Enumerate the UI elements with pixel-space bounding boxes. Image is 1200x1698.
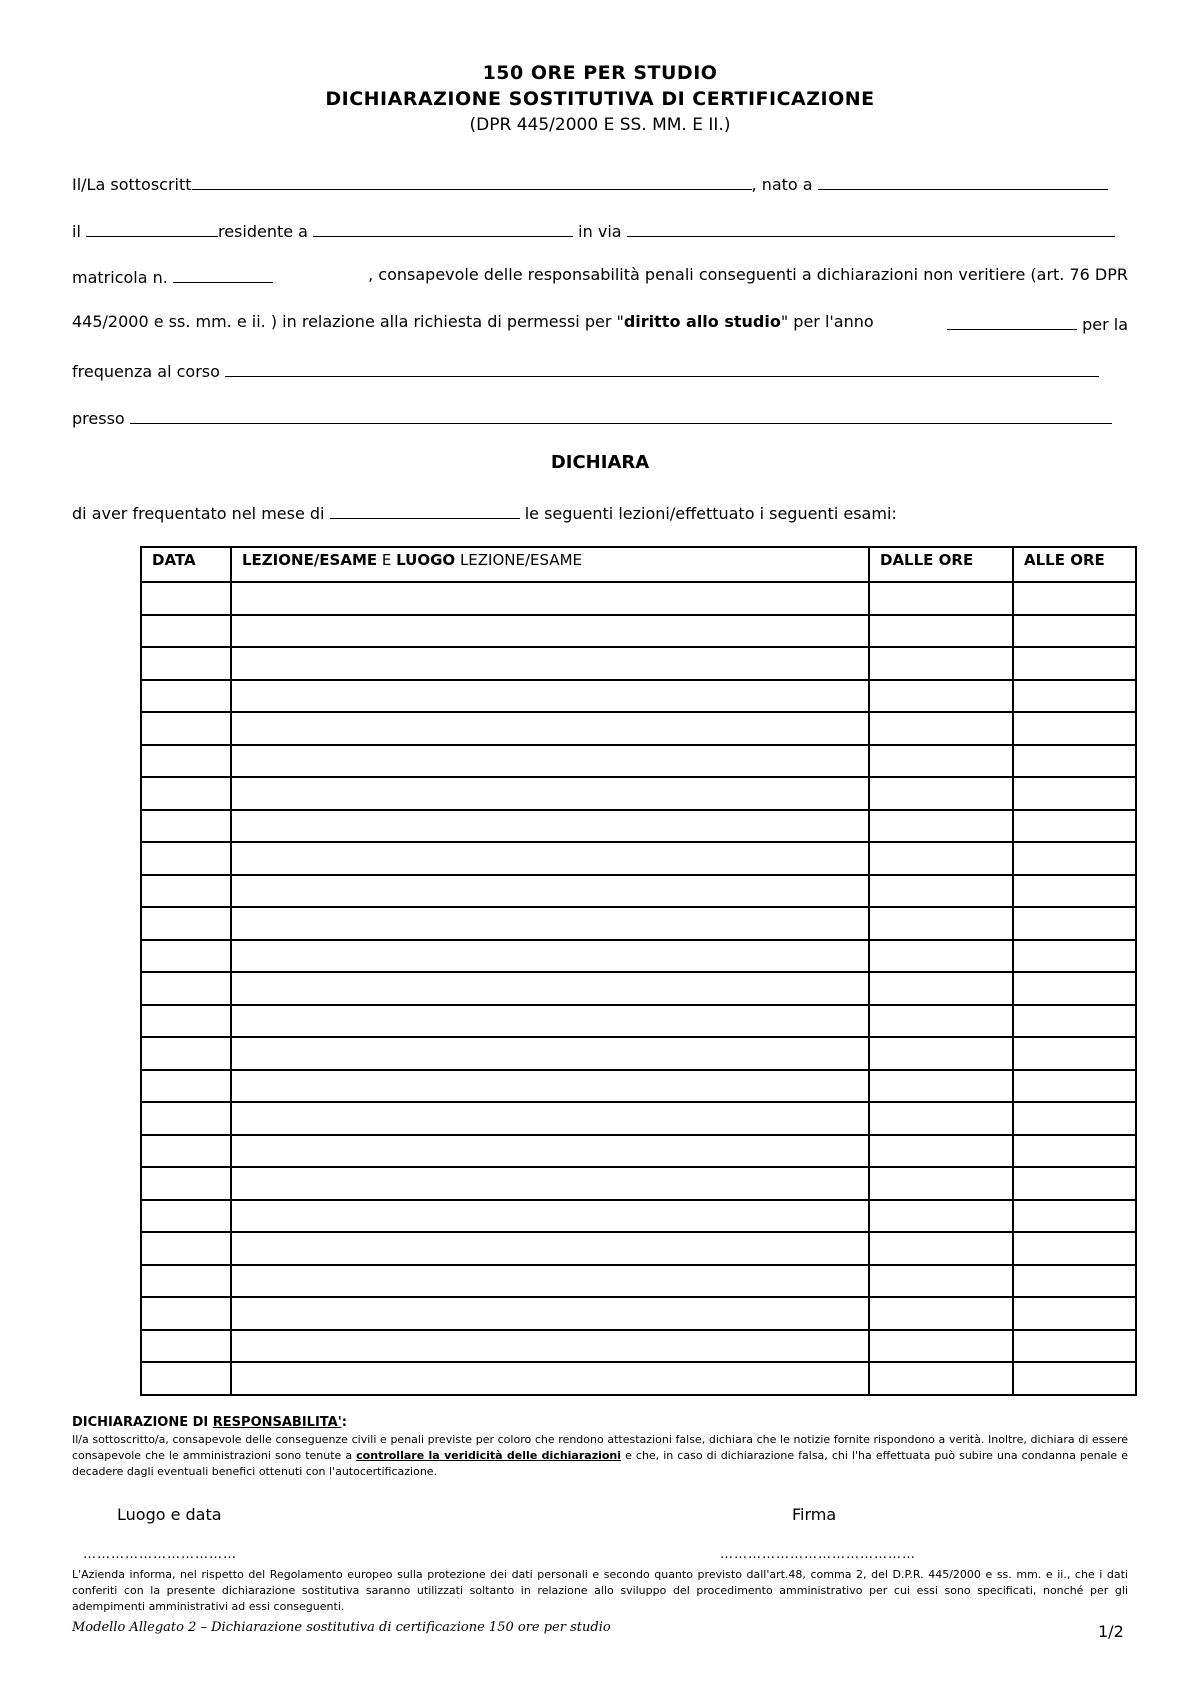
form-line-corso [72, 359, 1128, 383]
cell-dalle[interactable] [869, 1232, 1013, 1265]
cell-lezione[interactable] [231, 1232, 869, 1265]
cell-data[interactable] [141, 1135, 231, 1168]
table-row [141, 1167, 1136, 1200]
per-la-label: per la [1082, 315, 1128, 334]
cell-dalle[interactable] [869, 647, 1013, 680]
resp-body-emphasis: controllare la veridicità delle dichiarazioni [356, 1449, 622, 1462]
birthplace-field[interactable] [818, 172, 1108, 190]
diritto-studio-text: diritto allo studio [623, 312, 781, 331]
nato-label: , nato a [751, 175, 813, 194]
frequenza-label: frequenza al corso [72, 362, 220, 381]
cell-lezione[interactable] [231, 1037, 869, 1070]
birthdate-field[interactable] [86, 219, 218, 237]
cell-alle[interactable] [1013, 1037, 1136, 1070]
cell-dalle[interactable] [869, 1070, 1013, 1103]
cell-data[interactable] [141, 1297, 231, 1330]
cell-lezione[interactable] [231, 1362, 869, 1395]
cell-alle[interactable] [1013, 680, 1136, 713]
col-header-alle: ALLE ORE [1013, 547, 1136, 582]
lessons-table [140, 546, 1137, 1396]
cell-dalle[interactable] [869, 907, 1013, 940]
cell-lezione[interactable] [231, 1167, 869, 1200]
table-row [141, 907, 1136, 940]
cell-alle[interactable] [1013, 1232, 1136, 1265]
cell-alle[interactable] [1013, 1135, 1136, 1168]
document-reference: (DPR 445/2000 E SS. MM. E II.) [469, 115, 731, 135]
cell-dalle[interactable] [869, 1200, 1013, 1233]
cell-data[interactable] [141, 777, 231, 810]
cell-lezione[interactable] [231, 842, 869, 875]
table-row [141, 940, 1136, 973]
resp-title-suffix: : [341, 1415, 347, 1430]
col-header-dalle: DALLE ORE [869, 547, 1013, 582]
cell-alle[interactable] [1013, 875, 1136, 908]
cell-lezione[interactable] [231, 1135, 869, 1168]
cell-dalle[interactable] [869, 1135, 1013, 1168]
sottoscritto-label: Il/La sottoscritt [72, 175, 192, 194]
cell-data[interactable] [141, 1005, 231, 1038]
cell-alle[interactable] [1013, 1362, 1136, 1395]
lezione-mid-label: E [377, 551, 397, 569]
table-row [141, 1362, 1136, 1395]
table-row [141, 1297, 1136, 1330]
dichiara-intro [72, 501, 1128, 525]
cell-alle[interactable] [1013, 712, 1136, 745]
cell-alle[interactable] [1013, 1005, 1136, 1038]
luogo-data-field[interactable]: …………………………… [83, 1547, 237, 1562]
cell-alle[interactable] [1013, 647, 1136, 680]
cell-alle[interactable] [1013, 810, 1136, 843]
cell-data[interactable] [141, 745, 231, 778]
cell-lezione[interactable] [231, 712, 869, 745]
cell-lezione[interactable] [231, 875, 869, 908]
matricola-field[interactable] [173, 265, 273, 283]
lezioni-label: le seguenti lezioni/effettuato i seguenti esami: [524, 504, 897, 523]
resp-body-text-a: Il/a sottoscritto/a, consapevole delle conseguenze civili e penali previste per coloro che rendono attestazioni false, dichiara che le notizie fornite rispondono a verità. Inoltre, dichiara di essere consapevole che le amministrazioni sono tenute a [72, 1433, 1128, 1462]
cell-data[interactable] [141, 810, 231, 843]
cell-alle[interactable] [1013, 1200, 1136, 1233]
cell-dalle[interactable] [869, 777, 1013, 810]
cell-data[interactable] [141, 647, 231, 680]
cell-lezione[interactable] [231, 1330, 869, 1363]
resp-body-text-b: e che, in caso di dichiarazione falsa, chi l'ha effettuata può subire una condanna penale e decadere dagli eventuali benefici ottenuti con l'autocertificazione. [72, 1449, 1128, 1478]
table-row [141, 1265, 1136, 1298]
table-row [141, 1070, 1136, 1103]
responsabilita-title [72, 1415, 347, 1430]
cell-dalle[interactable] [869, 615, 1013, 648]
cell-dalle[interactable] [869, 1167, 1013, 1200]
cell-lezione[interactable] [231, 1102, 869, 1135]
cell-alle[interactable] [1013, 1167, 1136, 1200]
form-line-presso [72, 406, 1128, 430]
corso-field[interactable] [225, 359, 1099, 377]
cell-data[interactable] [141, 712, 231, 745]
cell-lezione[interactable] [231, 680, 869, 713]
residence-field[interactable] [313, 219, 573, 237]
table-row [141, 680, 1136, 713]
cell-alle[interactable] [1013, 1102, 1136, 1135]
consapevole-text: , consapevole delle responsabilità penali conseguenti a dichiarazioni non veritiere (art. 76 DPR [368, 265, 1128, 284]
resp-title-prefix: DICHIARAZIONE DI [72, 1415, 213, 1430]
cell-dalle[interactable] [869, 1330, 1013, 1363]
presso-label: presso [72, 409, 125, 428]
col-header-data: DATA [141, 547, 231, 582]
cell-alle[interactable] [1013, 940, 1136, 973]
cell-data[interactable] [141, 940, 231, 973]
cell-dalle[interactable] [869, 712, 1013, 745]
form-line-matricola [72, 265, 1128, 289]
cell-alle[interactable] [1013, 1070, 1136, 1103]
mese-label: di aver frequentato nel mese di [72, 504, 325, 523]
table-row [141, 615, 1136, 648]
form-line-permessi [72, 312, 1128, 336]
cell-alle[interactable] [1013, 972, 1136, 1005]
cell-alle[interactable] [1013, 615, 1136, 648]
cell-data[interactable] [141, 1330, 231, 1363]
table-row [141, 842, 1136, 875]
cell-dalle[interactable] [869, 1265, 1013, 1298]
table-row [141, 1200, 1136, 1233]
table-row [141, 972, 1136, 1005]
table-row [141, 1232, 1136, 1265]
cell-alle[interactable] [1013, 1297, 1136, 1330]
table-header-row [141, 547, 1136, 582]
cell-data[interactable] [141, 907, 231, 940]
cell-dalle[interactable] [869, 745, 1013, 778]
cell-data[interactable] [141, 680, 231, 713]
cell-dalle[interactable] [869, 940, 1013, 973]
cell-data[interactable] [141, 582, 231, 615]
street-field[interactable] [627, 219, 1115, 237]
cell-lezione[interactable] [231, 582, 869, 615]
cell-alle[interactable] [1013, 745, 1136, 778]
cell-lezione[interactable] [231, 1200, 869, 1233]
cell-alle[interactable] [1013, 1265, 1136, 1298]
cell-lezione[interactable] [231, 1070, 869, 1103]
cell-alle[interactable] [1013, 907, 1136, 940]
form-line-residence [72, 219, 1128, 243]
cell-dalle[interactable] [869, 875, 1013, 908]
cell-lezione[interactable] [231, 810, 869, 843]
cell-alle[interactable] [1013, 1330, 1136, 1363]
anno-field[interactable] [947, 312, 1077, 330]
cell-data[interactable] [141, 972, 231, 1005]
cell-dalle[interactable] [869, 842, 1013, 875]
cell-dalle[interactable] [869, 810, 1013, 843]
cell-data[interactable] [141, 842, 231, 875]
cell-data[interactable] [141, 1070, 231, 1103]
cell-alle[interactable] [1013, 777, 1136, 810]
col-header-lezione [231, 547, 869, 582]
cell-dalle[interactable] [869, 972, 1013, 1005]
document-subtitle: DICHIARAZIONE SOSTITUTIVA DI CERTIFICAZIONE [325, 88, 875, 110]
cell-data[interactable] [141, 1167, 231, 1200]
firma-field[interactable]: …………………………………… [720, 1547, 916, 1562]
firma-label: Firma [792, 1505, 837, 1524]
cell-dalle[interactable] [869, 1037, 1013, 1070]
cell-dalle[interactable] [869, 1362, 1013, 1395]
table-row [141, 1037, 1136, 1070]
cell-lezione[interactable] [231, 1297, 869, 1330]
cell-lezione[interactable] [231, 647, 869, 680]
form-line-name [72, 172, 1128, 196]
cell-data[interactable] [141, 1232, 231, 1265]
anno-label: " per l'anno [780, 312, 874, 331]
table-row [141, 582, 1136, 615]
cell-lezione[interactable] [231, 1265, 869, 1298]
table-row [141, 875, 1136, 908]
permessi-text: 445/2000 e ss. mm. e ii. ) in relazione alla richiesta di permessi per " [72, 312, 624, 331]
luogo-bold-label: LUOGO [396, 551, 456, 569]
resp-title-underlined: RESPONSABILITA' [212, 1415, 342, 1430]
table-row [141, 1005, 1136, 1038]
via-label: in via [578, 222, 622, 241]
cell-data[interactable] [141, 615, 231, 648]
cell-lezione[interactable] [231, 972, 869, 1005]
matricola-label: matricola n. [72, 268, 168, 287]
name-field[interactable] [192, 172, 752, 190]
residente-label: residente a [217, 222, 308, 241]
table-row [141, 712, 1136, 745]
il-label: il [72, 222, 81, 241]
cell-data[interactable] [141, 875, 231, 908]
cell-lezione[interactable] [231, 615, 869, 648]
privacy-notice: L'Azienda informa, nel rispetto del Regolamento europeo sulla protezione dei dati personali e secondo quanto previsto dall'art.48, comma 2, del D.P.R. 445/2000 e ss. mm. e ii., che i dati conferiti con la presente dichiarazione sostitutiva saranno utilizzati soltanto in relazione allo sviluppo del procedimento amministrativo per cui essi sono specificati, nonché per gli adempimenti amministrativi ad essi conseguenti. [72, 1568, 1128, 1613]
responsabilita-body [72, 1432, 1128, 1480]
cell-lezione[interactable] [231, 777, 869, 810]
table-row [141, 1330, 1136, 1363]
cell-alle[interactable] [1013, 842, 1136, 875]
cell-dalle[interactable] [869, 680, 1013, 713]
cell-dalle[interactable] [869, 1297, 1013, 1330]
table-row [141, 647, 1136, 680]
cell-data[interactable] [141, 1200, 231, 1233]
footer-model: Modello Allegato 2 – Dichiarazione sostitutiva di certificazione 150 ore per studio [72, 1620, 611, 1635]
cell-lezione[interactable] [231, 940, 869, 973]
mese-field[interactable] [330, 501, 520, 519]
table-row [141, 745, 1136, 778]
cell-data[interactable] [141, 1102, 231, 1135]
cell-data[interactable] [141, 1362, 231, 1395]
cell-dalle[interactable] [869, 1005, 1013, 1038]
table-row [141, 777, 1136, 810]
presso-field[interactable] [130, 406, 1112, 424]
table-body [141, 582, 1136, 1395]
cell-data[interactable] [141, 1037, 231, 1070]
dichiara-heading: DICHIARA [550, 452, 650, 473]
luogo-data-label: Luogo e data [117, 1505, 222, 1524]
lezione-tail-label: LEZIONE/ESAME [455, 551, 582, 569]
cell-lezione[interactable] [231, 1005, 869, 1038]
table-row [141, 1102, 1136, 1135]
cell-lezione[interactable] [231, 745, 869, 778]
cell-data[interactable] [141, 1265, 231, 1298]
cell-lezione[interactable] [231, 907, 869, 940]
cell-alle[interactable] [1013, 582, 1136, 615]
cell-dalle[interactable] [869, 1102, 1013, 1135]
table-row [141, 1135, 1136, 1168]
cell-dalle[interactable] [869, 582, 1013, 615]
lezione-bold-label: LEZIONE/ESAME [242, 551, 378, 569]
table-row [141, 810, 1136, 843]
page-number: 1/2 [1098, 1622, 1124, 1641]
document-title: 150 ORE PER STUDIO [482, 62, 718, 84]
